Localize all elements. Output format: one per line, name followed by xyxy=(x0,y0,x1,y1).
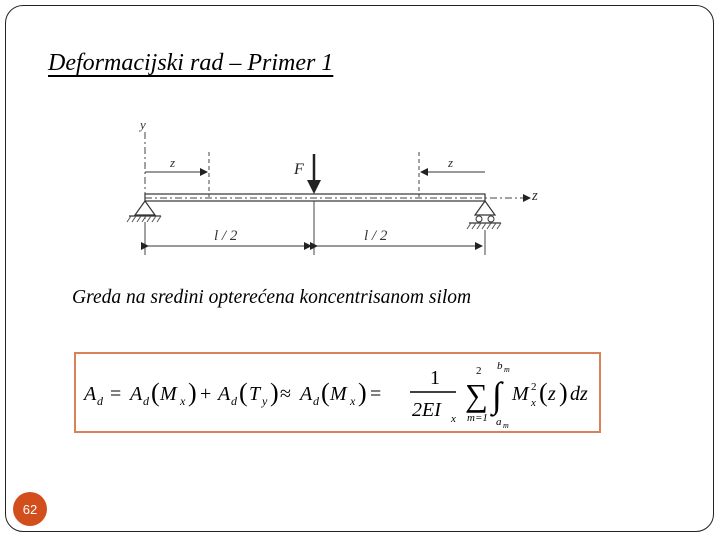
f-eq2: = xyxy=(370,383,382,405)
f-rp1: ) xyxy=(188,378,197,407)
f-sum-bottom: m=1 xyxy=(467,412,488,424)
f-M2: M xyxy=(330,383,347,405)
f-sum: ∑ xyxy=(465,377,488,413)
formula-box xyxy=(74,352,601,433)
z-axis-label: z xyxy=(532,188,538,204)
f-A4: A xyxy=(300,383,313,405)
f-x2: x xyxy=(350,394,356,408)
force-label: F xyxy=(294,161,304,178)
span-right-label: l / 2 xyxy=(364,228,388,244)
f-A1: A xyxy=(84,383,97,405)
f-T: T xyxy=(249,383,261,405)
force-arrowhead xyxy=(307,180,321,194)
f-rp3: ) xyxy=(358,378,367,407)
right-support xyxy=(467,201,501,229)
f-num: 1 xyxy=(430,367,440,389)
left-support xyxy=(127,201,161,222)
f-int: ∫ xyxy=(492,375,502,415)
f-den-x: x xyxy=(451,413,456,425)
z-dim-left-label: z xyxy=(170,155,176,170)
beam-diagram xyxy=(118,112,558,262)
f-A2: A xyxy=(130,383,143,405)
f-x1: x xyxy=(180,394,186,408)
f-rp4: ) xyxy=(559,378,568,407)
f-d1: d xyxy=(97,394,103,408)
f-d2: d xyxy=(143,394,149,408)
f-int-bottom: a xyxy=(496,416,502,428)
f-rp2: ) xyxy=(270,378,279,407)
slide-title: Deformacijski rad – Primer 1 xyxy=(48,50,334,76)
f-eq1: = xyxy=(110,383,122,405)
f-int-bottom-m: m xyxy=(503,421,509,430)
f-int-top-m: m xyxy=(504,365,510,374)
f-lp1: ( xyxy=(151,378,160,407)
f-lp4: ( xyxy=(539,378,548,407)
f-dz: dz xyxy=(570,383,588,405)
span-left-label: l / 2 xyxy=(214,228,238,244)
f-sum-top: 2 xyxy=(476,365,482,377)
y-axis-label: y xyxy=(140,117,146,132)
deformation-work-formula xyxy=(76,354,599,431)
f-M3: M xyxy=(512,383,529,405)
f-d3: d xyxy=(231,394,237,408)
f-int-top: b xyxy=(497,360,503,372)
f-d4: d xyxy=(313,394,319,408)
z-dim-right-label: z xyxy=(448,155,454,170)
f-lp3: ( xyxy=(321,378,330,407)
f-A3: A xyxy=(218,383,231,405)
f-y: y xyxy=(262,394,268,408)
f-den: 2EI xyxy=(412,399,441,421)
f-x3: x xyxy=(531,397,536,409)
f-sq: 2 xyxy=(531,381,537,393)
slide-number-badge: 62 xyxy=(13,492,47,526)
slide-frame xyxy=(5,5,714,532)
f-approx: ≈ xyxy=(280,383,291,405)
f-M1: M xyxy=(160,383,177,405)
f-plus: + xyxy=(200,383,212,405)
f-lp2: ( xyxy=(239,378,248,407)
f-z: z xyxy=(548,383,556,405)
figure-caption: Greda na sredini opterećena koncentrisanom silom xyxy=(72,287,472,308)
